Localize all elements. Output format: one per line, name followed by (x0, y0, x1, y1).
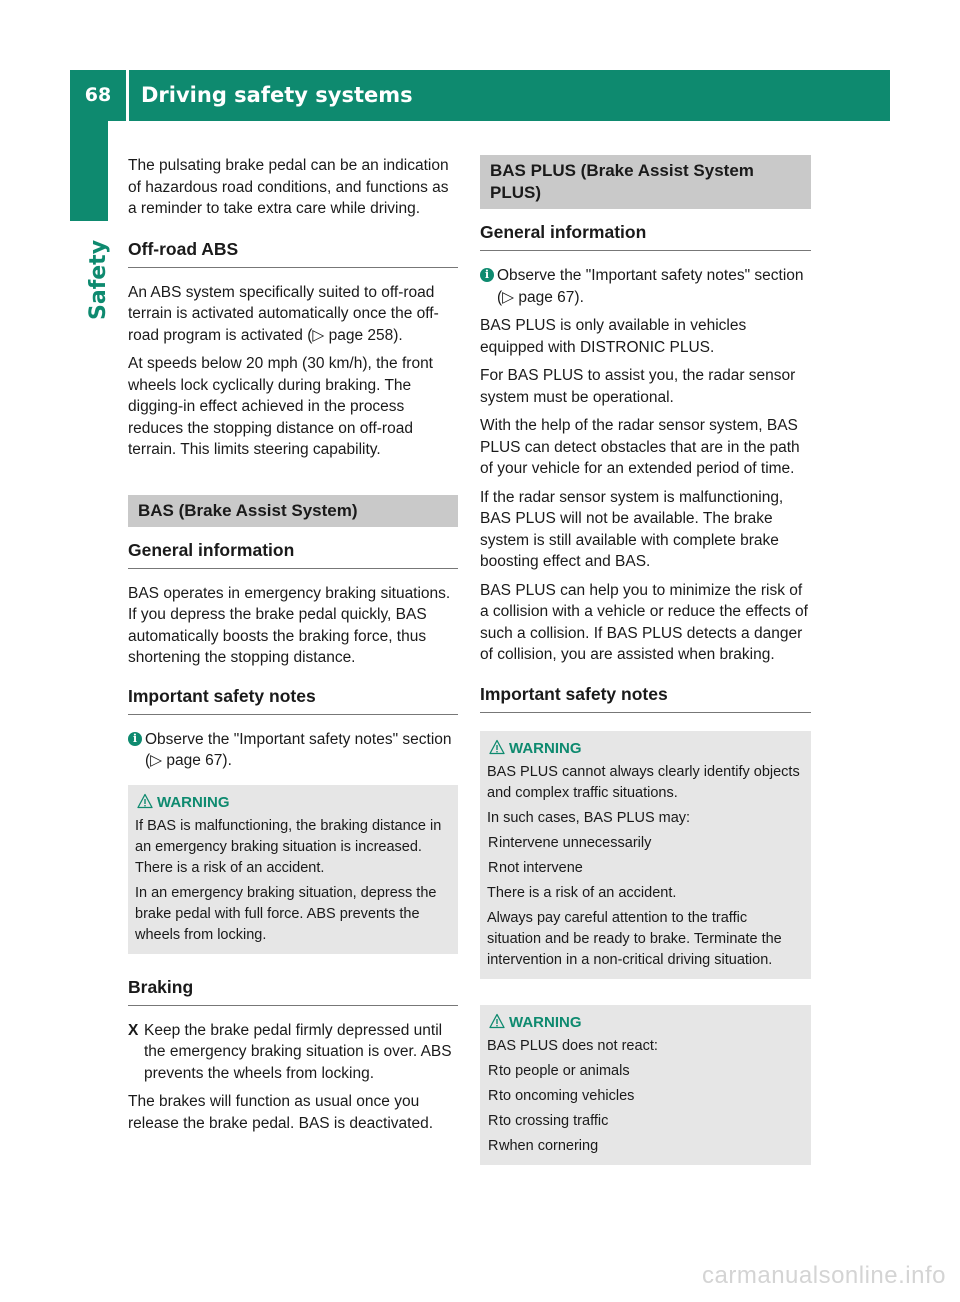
braking-step (128, 1020, 458, 1085)
basplus-general-heading: General information (480, 221, 811, 251)
bas-general-heading: General information (128, 539, 458, 569)
bas-section-heading (128, 495, 458, 527)
page-number: 68 (84, 84, 112, 106)
bullet-text: not intervene (499, 859, 583, 876)
warning-triangle-icon (137, 793, 153, 809)
warning-paragraph-1: If BAS is malfunctioning, the braking distance in an emergency braking situation is increased. There is a risk of an accident. (135, 817, 442, 876)
info-note-text: Observe the "Important safety notes" section (▷ page 67). (497, 267, 804, 306)
watermark: carmanualsonline.info (702, 1262, 946, 1289)
bullet-icon: R (488, 1137, 499, 1154)
info-note (480, 265, 811, 308)
bullet-text: to crossing traffic (499, 1112, 609, 1129)
chapter-title: Driving safety systems (141, 83, 413, 107)
offroad-paragraph-1: An ABS system specifically suited to off-road terrain is activated automatically once the off-road program is activated (▷ page 258). (128, 283, 439, 344)
bullet-text: to people or animals (499, 1062, 630, 1079)
warning-box (480, 731, 811, 979)
warning-label: WARNING (509, 739, 582, 757)
left-column (128, 155, 458, 1141)
basplus-paragraph-5: BAS PLUS can help you to minimize the risk of a collision with a vehicle or reduce the effects of such a collision. If BAS PLUS detects a danger of collision, you are assisted when braking. (480, 581, 808, 663)
braking-heading: Braking (128, 976, 458, 1006)
page-header (70, 70, 890, 121)
bullet-icon: R (488, 834, 499, 851)
basplus-section-heading: BAS PLUS (Brake Assist System PLUS) (480, 155, 811, 209)
basplus-paragraph-3: With the help of the radar sensor system, BAS PLUS can detect obstacles that are in the path of your vehicle for an extended period of time. (480, 417, 800, 477)
bullet-icon: R (488, 859, 499, 876)
warning-heading (487, 1012, 805, 1033)
warning-box (128, 785, 458, 954)
header-divider (126, 70, 129, 121)
bullet-item (487, 1086, 805, 1107)
bullet-text: intervene unnecessarily (499, 834, 652, 851)
basplus-paragraph-2: For BAS PLUS to assist you, the radar sensor system must be operational. (480, 367, 796, 406)
warning-paragraph-3: There is a risk of an accident. (487, 884, 677, 901)
warning-paragraph-2: In an emergency braking situation, depress the brake pedal with full force. ABS prevents the wheels from locking. (135, 884, 437, 943)
bas-section-heading-text: BAS (Brake Assist System) (138, 500, 358, 520)
offroad-paragraph-2: At speeds below 20 mph (30 km/h), the front wheels lock cyclically during braking. The digging-in effect achieved in the process reduces the stopping distance on off-road terrain. This limits steering capability. (128, 355, 433, 458)
bullet-item (487, 1061, 805, 1082)
warning-box (480, 1005, 811, 1165)
bullet-item (487, 858, 805, 879)
warning-heading (487, 738, 805, 759)
bas-general-paragraph: BAS operates in emergency braking situations. If you depress the brake pedal quickly, BAS automatically boosts the braking force, thus shortening the stopping distance. (128, 584, 451, 666)
basplus-paragraph-4: If the radar sensor system is malfunctioning, BAS PLUS will not be available. The brake system is still available with complete brake boosting effect and BAS. (480, 488, 784, 570)
bullet-icon: R (488, 1087, 499, 1104)
bullet-item (487, 1136, 805, 1157)
bullet-icon: R (488, 1062, 499, 1079)
info-note-text: Observe the "Important safety notes" section (▷ page 67). (145, 730, 452, 769)
offroad-abs-heading: Off-road ABS (128, 238, 458, 268)
info-icon: i (128, 732, 142, 746)
intro-paragraph: The pulsating brake pedal can be an indication of hazardous road conditions, and functions as a reminder to take extra care while driving. (128, 157, 449, 217)
info-note (128, 729, 458, 772)
warning-triangle-icon (489, 1013, 505, 1029)
warning-label: WARNING (509, 1013, 582, 1031)
bullet-item (487, 833, 805, 854)
info-icon: i (480, 268, 494, 282)
section-side-label: Safety (86, 239, 111, 320)
warning-label: WARNING (157, 793, 230, 811)
basplus-safety-heading: Important safety notes (480, 683, 811, 713)
warning-heading (135, 792, 452, 813)
basplus-paragraph-1: BAS PLUS is only available in vehicles equipped with DISTRONIC PLUS. (480, 317, 747, 356)
bullet-text: when cornering (499, 1137, 599, 1154)
step-arrow-icon: X (128, 1021, 139, 1039)
warning-paragraph-2: In such cases, BAS PLUS may: (487, 809, 691, 826)
warning-paragraph-1: BAS PLUS cannot always clearly identify objects and complex traffic situations. (487, 763, 800, 801)
bullet-item (487, 1111, 805, 1132)
warning-paragraph-4: Always pay careful attention to the traffic situation and be ready to brake. Terminate the intervention in a non-critical driving situation. (487, 909, 782, 968)
braking-step-text: Keep the brake pedal firmly depressed until the emergency braking situation is over. ABS prevents the wheels from locking. (144, 1021, 452, 1082)
right-column (480, 155, 811, 1187)
braking-paragraph: The brakes will function as usual once you release the brake pedal. BAS is deactivated. (128, 1093, 434, 1132)
bas-safety-heading: Important safety notes (128, 685, 458, 715)
bullet-icon: R (488, 1112, 499, 1129)
side-tab (70, 121, 108, 221)
warning-paragraph-1: BAS PLUS does not react: (487, 1037, 658, 1054)
bullet-text: to oncoming vehicles (499, 1087, 635, 1104)
warning-triangle-icon (489, 739, 505, 755)
